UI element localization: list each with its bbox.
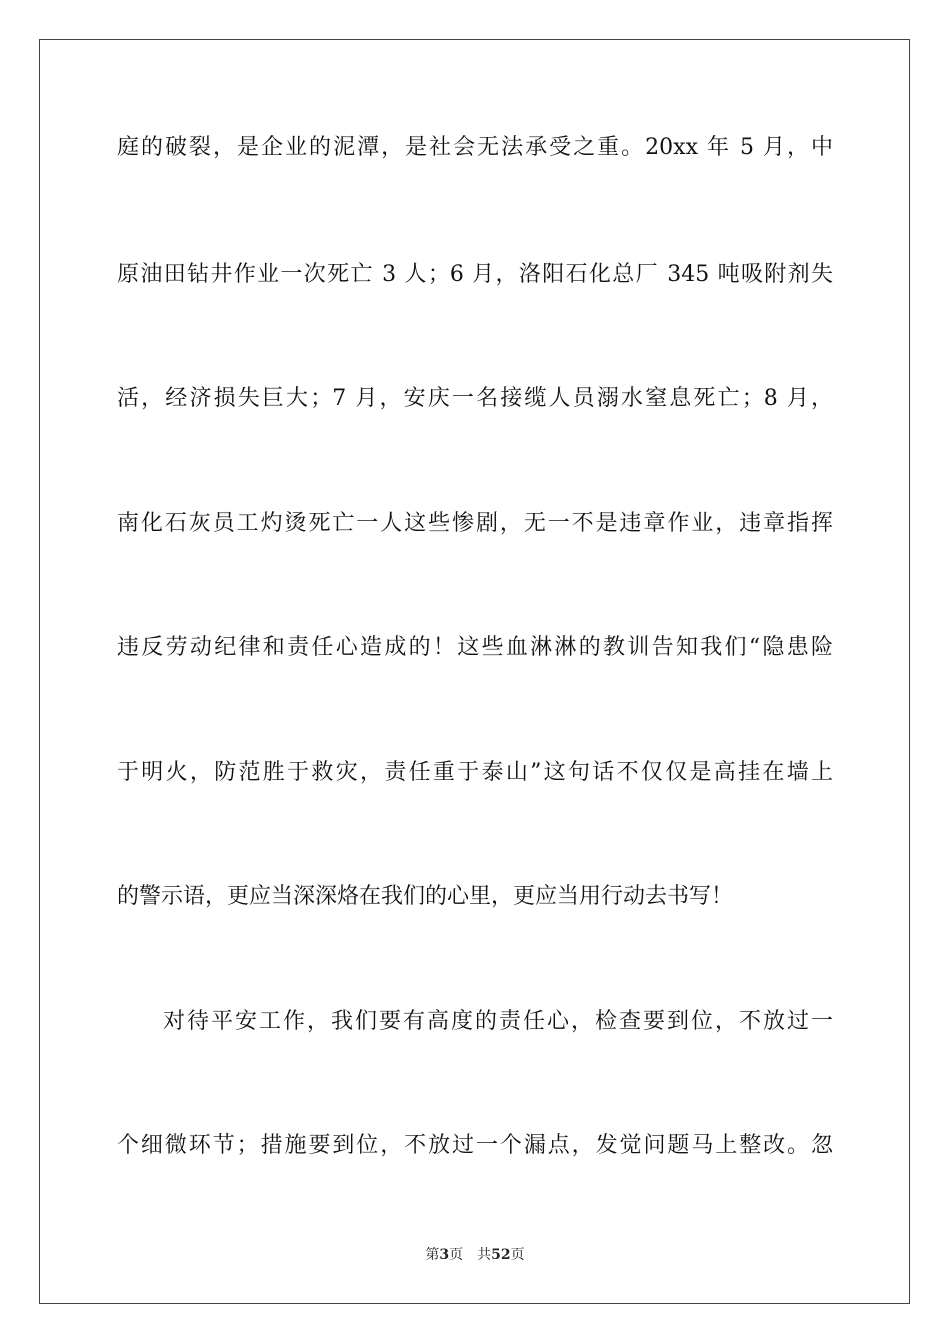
paragraph-line: 对待平安工作，我们要有高度的责任心，检查要到位，不放过一 (163, 1009, 833, 1034)
paragraph-line: 违反劳动纪律和责任心造成的！这些血淋淋的教训告知我们“隐患险 (117, 635, 833, 660)
total-prefix: 共 (477, 1247, 492, 1263)
page-suffix: 页 (449, 1247, 464, 1263)
paragraph-line: 的警示语，更应当深深烙在我们的心里，更应当用行动去书写！ (117, 884, 734, 909)
page-prefix: 第 (425, 1247, 440, 1263)
paragraph-line: 庭的破裂，是企业的泥潭，是社会无法承受之重。20xx 年 5 月，中 (117, 135, 833, 160)
page-border (39, 39, 910, 1304)
page-number: 3 (439, 1247, 450, 1263)
page-footer (0, 1245, 950, 1265)
total-pages: 52 (491, 1247, 511, 1263)
paragraph-line: 于明火，防范胜于救灾，责任重于泰山”这句话不仅仅是高挂在墙上 (117, 760, 833, 785)
paragraph-line: 原油田钻井作业一次死亡 3 人；6 月，洛阳石化总厂 345 吨吸附剂失 (117, 262, 833, 287)
paragraph-line: 南化石灰员工灼烫死亡一人这些惨剧，无一不是违章作业，违章指挥 (117, 511, 833, 536)
paragraph-line: 活，经济损失巨大；7 月，安庆一名接缆人员溺水窒息死亡；8 月， (117, 386, 833, 411)
paragraph-line: 个细微环节；措施要到位，不放过一个漏点，发觉问题马上整改。忽 (117, 1133, 833, 1158)
total-suffix: 页 (510, 1247, 525, 1263)
